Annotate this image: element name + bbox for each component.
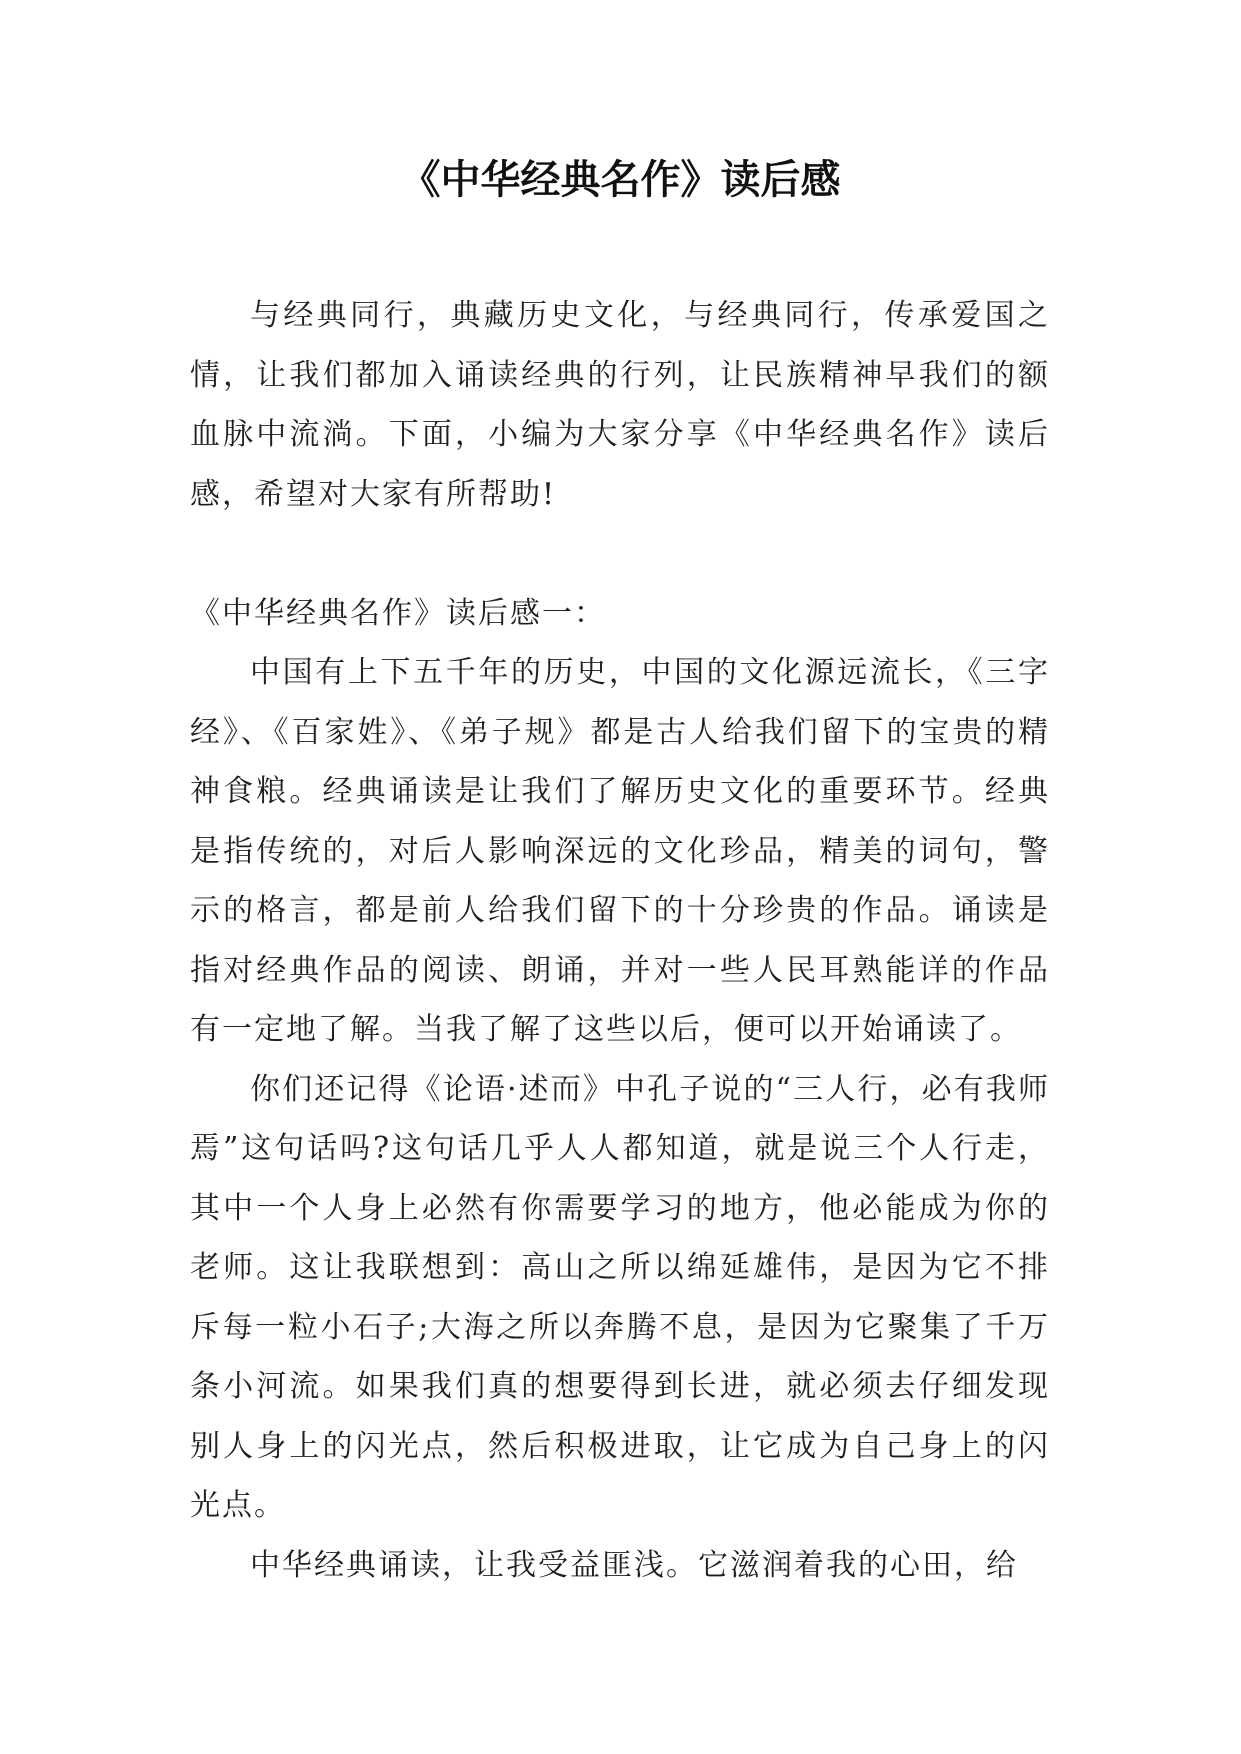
document-title: 《中华经典名作》读后感 — [400, 157, 841, 203]
body-paragraph: 中华经典诵读，让我受益匪浅。它滋润着我的心田，给 — [250, 1547, 1018, 1583]
document-body — [190, 286, 1050, 1595]
intro-paragraph: 与经典同行，典藏历史文化，与经典同行，传承爱国之情，让我们都加入诵读经典的行列，让民族精神早我们的额血脉中流淌。下面，小编为大家分享《中华经典名作》读后感，希望对大家有所帮助! — [190, 298, 1050, 512]
section-heading: 《中华经典名作》读后感一： — [190, 595, 606, 631]
body-paragraph: 中国有上下五千年的历史，中国的文化源远流长，《三字经》、《百家姓》、《弟子规》都是古人给我们留下的宝贵的精神食粮。经典诵读是让我们了解历史文化的重要环节。经典是指传统的，对后人影响深远的文化珍品，精美的词句，警示的格言，都是前人给我们留下的十分珍贵的作品。诵读是指对经典作品的阅读、朗诵，并对一些人民耳熟能详的作品有一定地了解。当我了解了这些以后，便可以开始诵读了。 — [190, 655, 1050, 1047]
body-paragraph: 你们还记得《论语·述而》中孔子说的“三人行，必有我师焉”这句话吗?这句话几乎人人都知道，就是说三个人行走，其中一个人身上必然有你需要学习的地方，他必能成为你的老师。这让我联想到：高山之所以绵延雄伟，是因为它不排斥每一粒小石子;大海之所以奔腾不息，是因为它聚集了千万条小河流。如果我们真的想要得到长进，就必须去仔细发现别人身上的闪光点，然后积极进取，让它成为自己身上的闪光点。 — [190, 1071, 1050, 1523]
paragraph-spacer — [190, 524, 1050, 584]
